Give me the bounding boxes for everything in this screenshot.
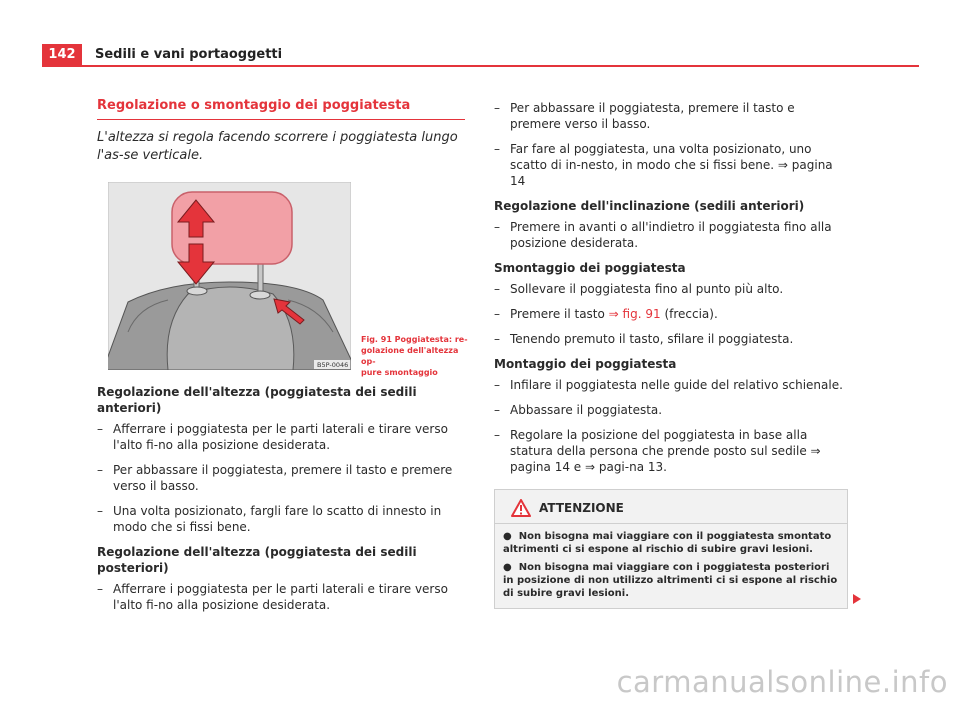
inclination-title: Regolazione dell'inclinazione (sedili anteriori) xyxy=(494,199,805,213)
warning-triangle-icon xyxy=(511,499,531,517)
section-title: Regolazione o smontaggio dei poggiatesta xyxy=(97,98,465,120)
warning-box xyxy=(494,489,848,609)
list-item: – Tenendo premuto il tasto, sfilare il poggiatesta. xyxy=(494,332,794,346)
list-item: – Afferrare i poggiatesta per le parti laterali e tirare verso l'alto fi-no alla posizione desiderata. xyxy=(97,422,448,452)
headrest-illustration xyxy=(108,182,351,370)
list-item: – Regolare la posizione del poggiatesta in base alla statura della persona che prende posto sul sedile ⇒ pagina 14 e ⇒ pagi-na 13. xyxy=(494,428,821,474)
continue-arrow-icon xyxy=(853,594,861,604)
mounting-title: Montaggio dei poggiatesta xyxy=(494,357,677,371)
warning-item: ● Non bisogna mai viaggiare con i poggiatesta posteriori in posizione di non utilizzo altrimenti ci si espone al rischio di subire gravi lesioni. xyxy=(503,562,838,599)
list-item: – Premere il tasto ⇒ fig. 91 (freccia). xyxy=(494,307,718,321)
figure-code: B5P-0046 xyxy=(317,361,349,369)
chapter-title: Sedili e vani portaoggetti xyxy=(95,47,283,62)
front-adjust-title: Regolazione dell'altezza (poggiatesta dei sedili anteriori) xyxy=(97,385,417,415)
figure-91 xyxy=(97,182,468,377)
right-column xyxy=(494,100,848,609)
list-item: – Premere in avanti o all'indietro il poggiatesta fino alla posizione desiderata. xyxy=(494,220,832,250)
list-item: – Una volta posizionato, fargli fare lo scatto di innesto in modo che si fissi bene. xyxy=(97,504,442,534)
watermark: carmanualsonline.info xyxy=(616,665,948,699)
figure-caption: Fig. 91 Poggiatesta: re- golazione dell'altezza op- pure smontaggio xyxy=(361,335,468,377)
header-divider xyxy=(42,65,919,67)
warning-title: ATTENZIONE xyxy=(539,501,624,515)
warning-header xyxy=(511,499,839,517)
list-item: – Afferrare i poggiatesta per le parti laterali e tirare verso l'alto fi-no alla posizione desiderata. xyxy=(97,582,448,612)
warning-divider xyxy=(495,523,847,524)
list-item: – Infilare il poggiatesta nelle guide del relativo schienale. xyxy=(494,378,843,392)
list-item: – Sollevare il poggiatesta fino al punto più alto. xyxy=(494,282,784,296)
removal-title: Smontaggio dei poggiatesta xyxy=(494,261,686,275)
page-number: 142 xyxy=(42,44,82,66)
list-item: – Per abbassare il poggiatesta, premere il tasto e premere verso il basso. xyxy=(494,101,795,131)
list-item: – Abbassare il poggiatesta. xyxy=(494,403,663,417)
warning-item: ● Non bisogna mai viaggiare con il poggiatesta smontato altrimenti ci si espone al rischio di subire gravi lesioni. xyxy=(503,531,832,555)
list-item: – Per abbassare il poggiatesta, premere il tasto e premere verso il basso. xyxy=(97,463,453,493)
list-item: – Far fare al poggiatesta, una volta posizionato, uno scatto di in-nesto, in modo che si fissi bene. ⇒ pagina 14 xyxy=(494,142,833,188)
left-column xyxy=(97,98,468,613)
rear-adjust-title: Regolazione dell'altezza (poggiatesta dei sedili posteriori) xyxy=(97,545,417,575)
figure-link[interactable]: ⇒ fig. 91 xyxy=(608,307,661,321)
lead-paragraph: L'altezza si regola facendo scorrere i poggiatesta lungo l'as-se verticale. xyxy=(97,130,458,163)
